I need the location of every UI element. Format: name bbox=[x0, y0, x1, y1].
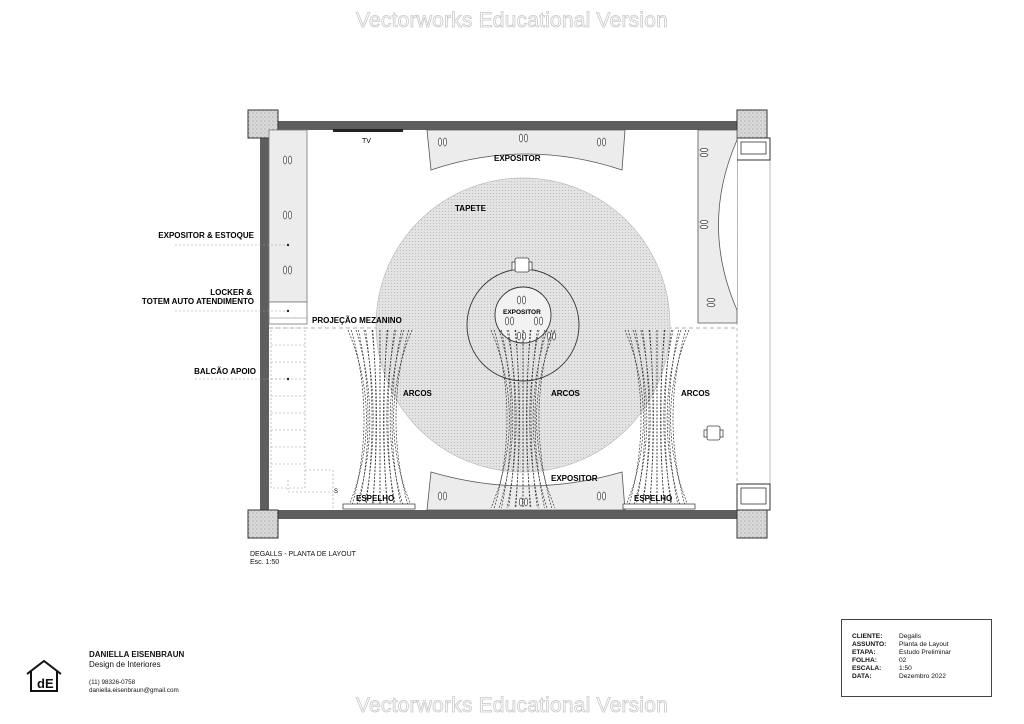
plan-caption bbox=[250, 551, 356, 567]
plan-caption-title: DEGALLS - PLANTA DE LAYOUT bbox=[250, 551, 356, 558]
title-block-key: ETAPA: bbox=[852, 649, 876, 656]
label-expositor-top: EXPOSITOR bbox=[494, 154, 541, 163]
title-block-value: 02 bbox=[899, 657, 907, 664]
title-block-row bbox=[852, 665, 992, 673]
callout-locker-2: TOTEM AUTO ATENDIMENTO bbox=[141, 297, 254, 306]
title-block-row bbox=[852, 657, 992, 665]
label-arcos-left: ARCOS bbox=[403, 389, 432, 398]
expositor-estoque-unit bbox=[269, 130, 307, 302]
label-arcos-mid: ARCOS bbox=[551, 389, 580, 398]
plan-caption-scale: Esc. 1:50 bbox=[250, 559, 280, 566]
label-projecao: PROJEÇÃO MEZANINO bbox=[312, 316, 402, 325]
firm-phone: (11) 98326-0758 bbox=[89, 679, 136, 686]
wall-bottom bbox=[262, 510, 750, 519]
column-bottom-right bbox=[737, 510, 767, 538]
callout-locker-1: LOCKER & bbox=[210, 288, 252, 297]
title-block-key: CLIENTE: bbox=[852, 633, 883, 640]
title-block-key: ASSUNTO: bbox=[852, 641, 887, 648]
title-block-key: DATA: bbox=[852, 673, 872, 680]
label-tapete: TAPETE bbox=[455, 204, 486, 213]
firm-block bbox=[89, 650, 184, 695]
mirror-right bbox=[623, 504, 695, 509]
tv-label: TV bbox=[362, 138, 371, 145]
wall-top bbox=[262, 121, 750, 130]
title-block-value: 1:50 bbox=[899, 665, 912, 672]
title-block-value: Degalls bbox=[899, 633, 921, 640]
watermark-bottom: Vectorworks Educational Version bbox=[355, 694, 669, 717]
column-bottom-left bbox=[248, 510, 278, 538]
column-top-right bbox=[737, 110, 767, 138]
title-block-key: FOLHA: bbox=[852, 657, 877, 664]
locker-unit bbox=[269, 302, 307, 324]
tv bbox=[333, 129, 403, 132]
stair-area bbox=[271, 328, 333, 510]
title-block-row bbox=[852, 641, 992, 649]
title-block-row bbox=[852, 633, 992, 641]
firm-subtitle: Design de Interiores bbox=[89, 660, 161, 669]
title-block-row bbox=[852, 673, 992, 681]
title-block-value: Planta de Layout bbox=[899, 641, 949, 648]
firm-name: DANIELLA EISENBRAUN bbox=[89, 650, 185, 659]
label-expositor-bottom: EXPOSITOR bbox=[551, 474, 598, 483]
label-espelho-left: ESPELHO bbox=[356, 494, 395, 503]
callout-balcao: BALCÃO APOIO bbox=[194, 367, 256, 376]
title-block-row bbox=[852, 649, 992, 657]
logo-text: dE bbox=[37, 676, 54, 691]
stair-mark: S bbox=[334, 489, 339, 495]
callout-expositor-estoque: EXPOSITOR & ESTOQUE bbox=[158, 231, 254, 240]
label-expositor-center: EXPOSITOR bbox=[503, 309, 541, 316]
label-espelho-right: ESPELHO bbox=[634, 494, 673, 503]
title-block-value: Estudo Preliminar bbox=[899, 649, 952, 656]
mirror-left bbox=[343, 504, 415, 509]
label-arcos-right: ARCOS bbox=[681, 389, 710, 398]
title-block-value: Dezembro 2022 bbox=[899, 673, 946, 680]
house-logo-icon bbox=[25, 659, 63, 693]
title-block-key: ESCALA: bbox=[852, 665, 882, 672]
wall-left bbox=[260, 121, 269, 519]
title-block bbox=[841, 619, 992, 697]
firm-email: daniella.eisenbraun@gmail.com bbox=[89, 687, 179, 694]
watermark-top: Vectorworks Educational Version bbox=[355, 9, 669, 32]
